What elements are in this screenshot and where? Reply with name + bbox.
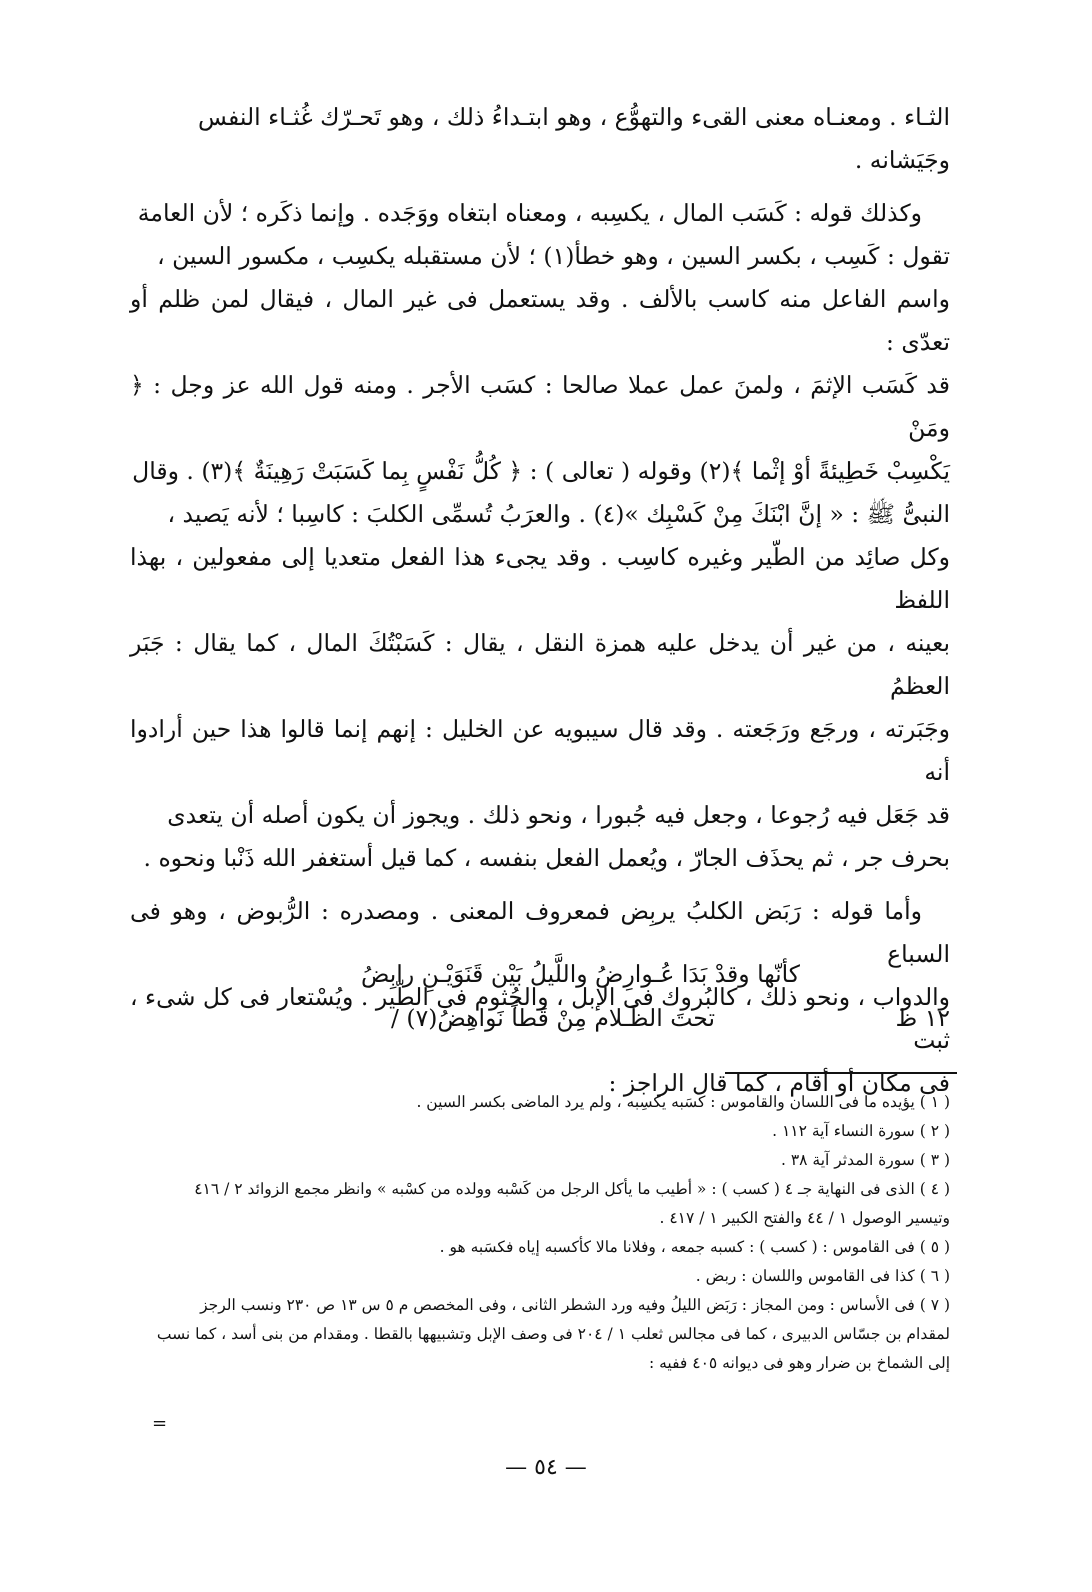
text-line: بحرف جر ، ثم يحذَف الجارّ ، ويُعمل الفعل بنفسه ، كما قيل أستغفر الله ذَنْبا ونحوه . [143,844,950,872]
footnote: ( ٤ ) الذى فى النهاية جـ ٤ ( كسب ) : « أطيب ما يأكل الرجل من كَسْبه وولده من كسْبه » وانظر مجمع الزوائد ٢ / ٤١٦ [194,1180,950,1198]
continuation-mark: = [152,1413,168,1434]
folio-marker: ١٢ ظ [895,1004,950,1032]
footnote: ( ٢ ) سورة النساء آية ١١٢ . [772,1122,950,1140]
text-line: قد جَعَل فيه رُجوعا ، وجعل فيه جُبورا ، ونحو ذلك . ويجوز أن يكون أصله أن يتعدى [167,801,950,829]
text-line: الثـاء . ومعنـاه معنى القىء والتهوُّع ، وهو ابتـداءُ ذلك ، وهو تَحـرّك غُثـاء النفس [198,103,950,131]
paragraph-1 [130,96,950,182]
text-line: وجَيَشانه . [854,146,950,174]
text-line: قد كَسَب الإثمَ ، ولمنَ عمل عملا صالحا : كسَب الأجر . ومنه قول الله عز وجل : ﴿ ومَنْ [130,371,950,442]
text-line: فى مكان أو أقام ، كما قال الراجز : [608,1069,950,1097]
footnote-divider [725,1072,957,1074]
text-line: والدواب ، ونحو ذلك ، كالبُروك فى الإبل ، والجُثوم فى الطّير . ويُسْتعار فى كل شىء ، ثبت [130,983,950,1054]
text-line: النبىُّ ﷺ : « إنَّ ابْنَكَ مِنْ كَسْبِك »(٤) . والعرَبُ تُسمِّى الكلبَ : كاسِبا ؛ لأنه يَصيد ، [167,500,950,528]
footnote: ( ٧ ) فى الأساس : ومن المجاز : رَبَض الليلُ وفيه ورد الشطر الثانى ، وفى المخصص م ٥ س ١٣ ص ٢٣٠ ونسب الرجز [200,1296,950,1314]
paragraph-2 [130,192,950,880]
footnote: ( ٦ ) كذا فى القاموس واللسان : ربض . [695,1267,950,1285]
footnotes [130,1088,950,1378]
footnote-continuation: وتيسير الوصول ١ / ٤٤ والفتح الكبير ١ / ٤١٧ . [659,1209,950,1227]
footnote-continuation: لمقدام بن جسّاس الدبيرى ، كما فى مجالس ثعلب ١ / ٢٠٤ فى وصف الإبل وتشبيهها بالقطا . ومقدام من بنى أسد ، كما نسب [156,1325,950,1343]
text-line: وكذلك قوله : كَسَب المال ، يكسِبه ، ومعناه ابتغاه ووَجَده . وإنما ذكَره ؛ لأن العامة [137,199,922,227]
text-line: يَكْسِبْ خَطِيئةً أوْ إثْما ﴾(٢) وقوله ( تعالى ) : ﴿ كُلُّ نَفْسٍ بِما كَسَبَتْ رَهِينَةٌ ﴾(٣) . وقال [132,457,950,485]
page-number: — ٥٤ — [505,1455,587,1480]
footnote: ( ٥ ) فى القاموس : ( كسب ) : كسبه جمعه ، وفلانا مالا كأكسبه إياه فكسَبه هو . [439,1238,950,1256]
text-line: وأما قوله : رَبَض الكلبُ يربِض فمعروف المعنى . ومصدره : الرُّبوض ، وهو فى السباع [130,897,950,968]
verse-line: كأنّها وقدْ بَدَا عُـوارِضُ واللَّيلُ بَيْن قَنَوَيْـنِ رابِضُ [360,960,800,988]
text-line: وكل صائِد من الطّير وغيره كاسِب . وقد يجىء هذا الفعل متعديا إلى مفعولين ، بهذا اللفظ [130,543,950,614]
text-line: واسم الفاعل منه كاسب بالألف . وقد يستعمل فى غير المال ، فيقال لمن ظلم أو تعدّى : [130,285,950,356]
footnote-continuation: إلى الشماخ بن ضرار وهو فى ديوانه ٤٠٥ ففيه : [648,1354,950,1372]
verse-line: تحتَ الظَـلام مِنْ قَطاً نَواهِضُ(٧) / [391,1004,715,1032]
footnote: ( ٣ ) سورة المدثر آية ٣٨ . [780,1151,950,1169]
text-line: وجَبَرته ، ورجَع ورَجَعته . وقد قال سيبويه عن الخليل : إنهم إنما قالوا هذا حين أرادوا أنه [130,715,950,786]
text-line: تقول : كَسِب ، بكسر السين ، وهو خطأ(١) ؛ لأن مستقبله يكسِب ، مكسور السين ، [157,242,950,270]
footnote: ( ١ ) يؤيده ما فى اللسان والقاموس : كسَبه يكسِبه ، ولم يرد الماضى بكسر السين . [416,1093,950,1111]
text-line: بعينه ، من غير أن يدخل عليه همزة النقل ، يقال : كَسَبْتُكَ المال ، كما يقال : جَبَر العظمُ [130,629,950,700]
